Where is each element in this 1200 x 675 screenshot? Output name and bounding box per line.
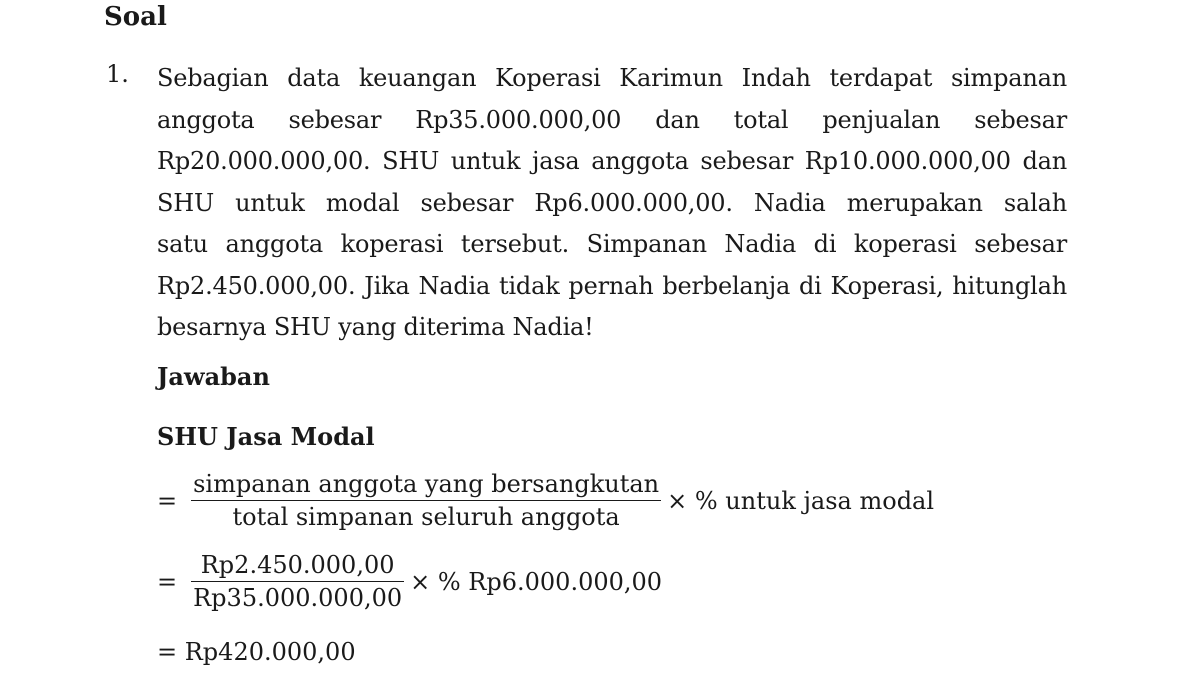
fraction-numerator: simpanan anggota yang bersangkutan bbox=[193, 470, 660, 498]
fraction bbox=[191, 470, 661, 531]
formula-multiplier: × % Rp6.000.000,00 bbox=[410, 567, 663, 596]
question-text bbox=[157, 58, 1067, 349]
formula-result bbox=[157, 638, 356, 666]
equals-sign: = bbox=[157, 486, 178, 515]
question-line: Sebagian data keuangan Koperasi Karimun Indah terdapat simpanan bbox=[157, 64, 1067, 92]
question-line: SHU untuk modal sebesar Rp6.000.000,00. Nadia merupakan salah bbox=[157, 188, 1067, 217]
equals-sign: = bbox=[157, 567, 178, 596]
question-line: besarnya SHU yang diterima Nadia! bbox=[157, 313, 594, 341]
question-line: satu anggota koperasi tersebut. Simpanan Nadia di koperasi sebesar bbox=[157, 230, 1067, 258]
result-value: = Rp420.000,00 bbox=[157, 638, 356, 666]
answer-title: Jawaban bbox=[157, 362, 270, 391]
fraction bbox=[191, 551, 404, 612]
formula-general bbox=[157, 470, 934, 531]
formula-substituted bbox=[157, 551, 662, 612]
fraction-denominator: total simpanan seluruh anggota bbox=[232, 503, 620, 531]
heading-soal: Soal bbox=[104, 2, 167, 32]
formula-multiplier: × % untuk jasa modal bbox=[667, 486, 935, 515]
question-line: anggota sebesar Rp35.000.000,00 dan total penjualan sebesar bbox=[157, 105, 1067, 134]
fraction-denominator: Rp35.000.000,00 bbox=[193, 584, 403, 612]
question-number: 1. bbox=[106, 60, 129, 88]
question-line: Rp20.000.000,00. SHU untuk jasa anggota sebesar Rp10.000.000,00 dan bbox=[157, 147, 1067, 175]
question-line: Rp2.450.000,00. Jika Nadia tidak pernah berbelanja di Koperasi, hitunglah bbox=[157, 271, 1067, 300]
fraction-numerator: Rp2.450.000,00 bbox=[200, 551, 395, 579]
section-title: SHU Jasa Modal bbox=[157, 422, 375, 451]
